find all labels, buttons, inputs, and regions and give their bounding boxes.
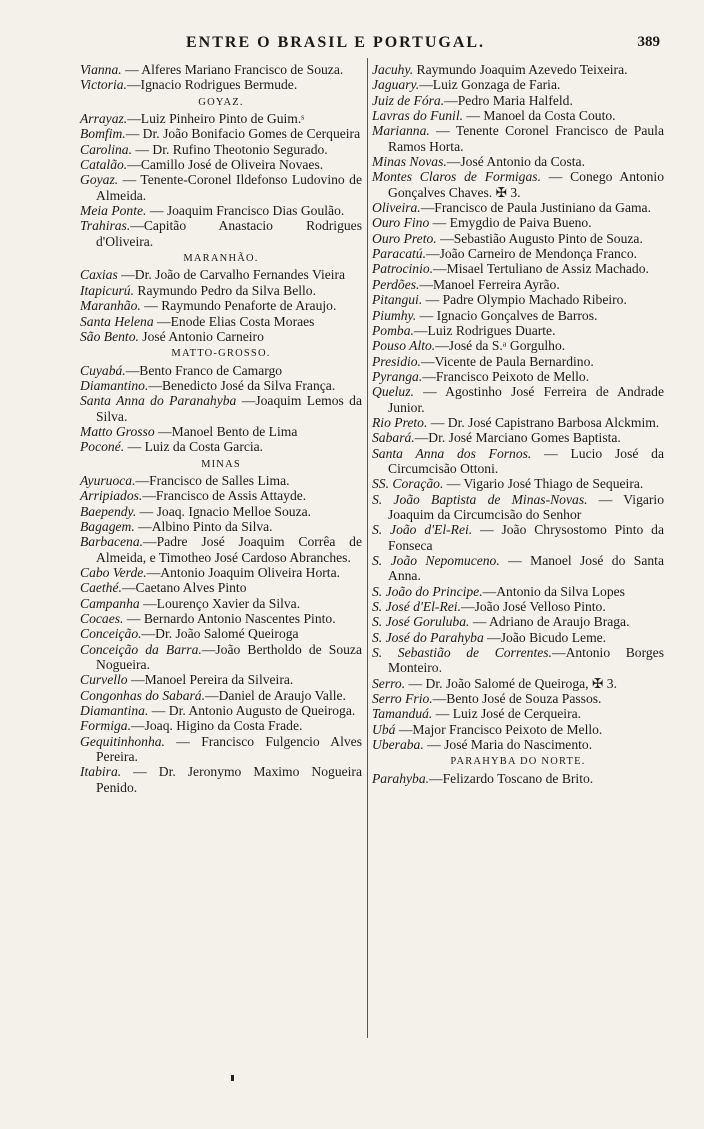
place-name: Pomba. [372,322,414,338]
place-name: S. João Nepomuceno. [372,553,500,568]
agent-name: —Joaq. Higino da Costa Frade. [130,718,303,734]
list-item [80,703,362,718]
place-name: Marianna. [372,123,430,139]
agent-name: —Joaquim Lemos da Silva. [96,393,362,424]
page-number: 389 [637,34,660,50]
place-name: São Bento. [80,328,139,344]
place-name: S. José d'El-Rei. [372,599,461,615]
agent-name: — Francisco Fulgencio Alves Pereira. [96,733,362,765]
agent-name: — Dr. Antonio Augusto de Queiroga. [148,703,356,719]
place-name: Catalão. [80,157,128,173]
agent-name: —Francisco de Paula Justiniano da Gama. [420,200,651,216]
list-item [80,298,362,313]
place-name: Paracatú. [372,246,426,262]
list-item [80,734,362,765]
list-item [372,246,664,261]
agent-name: —José da S.ᵃ Gorgulho. [435,338,566,354]
place-name: Formiga. [80,718,131,734]
place-name: Cabo Verde. [80,565,147,580]
list-item [372,430,664,445]
place-name: Meia Ponte. [80,203,147,219]
agent-name: —Dr. João de Carvalho Fernandes Vieira [117,267,346,283]
place-name: Conceição da Barra. [80,641,202,657]
list-item [80,596,362,611]
list-item [372,261,664,276]
list-item [80,283,362,298]
agent-name: —Francisco de Salles Lima. [135,472,290,488]
list-item [372,169,664,200]
place-name: Juiz de Fóra. [372,92,445,108]
list-item [372,446,664,477]
agent-name: — Vigario Joaquim da Circumcisão do Senhor [388,491,664,522]
list-item [372,599,664,614]
agent-name: —Vicente de Paula Bernardino. [420,353,594,369]
place-name: Victoria. [80,77,127,93]
page-title: ENTRE O BRASIL E PORTUGAL. [186,34,486,51]
place-name: Santa Anna dos Fornos. [372,445,532,461]
place-name: S. Sebastião de Correntes. [372,645,552,661]
list-item [80,504,362,519]
list-item [372,354,664,369]
place-name: Serro Frio. [372,691,433,707]
list-item [372,231,664,246]
list-item [372,123,664,154]
place-name: Carolina. [80,141,132,157]
agent-name: —Antonio da Silva Lopes [482,583,625,599]
place-name: Santa Helena [80,313,154,329]
place-name: Presidio. [372,353,421,369]
place-name: Barbacena. [80,534,144,550]
agent-name: —Manoel Ferreira Ayrão. [419,276,560,292]
running-header [60,34,660,56]
list-item [80,642,362,673]
place-name: Arripiados. [80,488,143,504]
list-item [80,203,362,218]
place-name: Queluz. [372,384,414,400]
list-item [80,424,362,439]
list-item [80,172,362,203]
place-name: Oliveira. [372,200,421,216]
list-item [80,62,362,77]
agent-name: — Joaq. Ignacio Melloe Souza. [136,503,312,519]
agent-name: — Dr. João Bonifacio Gomes de Cerqueira [125,126,361,142]
place-name: Ayuruoca. [80,472,136,488]
place-name: Vianna. [80,62,122,77]
place-name: Diamantina. [80,703,149,719]
list-item [372,62,664,77]
agent-name: —João Bicudo Leme. [483,629,607,645]
agent-name: —Major Francisco Peixoto de Mello. [395,721,603,737]
place-name: Perdões. [372,276,420,292]
agent-name: —Bento José de Souza Passos. [432,691,602,707]
place-name: Pyranga. [372,368,423,384]
agent-name: —Lourenço Xavier da Silva. [139,595,301,611]
agent-name: — Bernardo Antonio Nascentes Pinto. [123,611,336,627]
agent-name: —João Carneiro de Mendonça Franco. [426,246,638,262]
place-name: Tamanduá. [372,706,433,722]
place-name: Ouro Fino [372,215,430,231]
agent-name: —João Bertholdo de Souza Nogueira. [96,641,362,673]
agent-name: — Raymundo Penaforte de Araujo. [140,298,337,314]
section-heading: PARAHYBA DO NORTE. [450,756,586,768]
list-item [372,645,664,676]
place-name: S. João Baptista de Minas-Novas. [372,491,588,507]
list-item [80,329,362,344]
place-name: Matto Grosso [80,423,155,439]
agent-name: —Ignacio Rodrigues Bermude. [126,77,298,93]
agent-name: — Dr. João Salomé de Queiroga, ✠ 3. [405,675,617,691]
place-name: Congonhas do Sabará. [80,687,205,703]
place-name: Bomfim. [80,126,126,142]
place-name: Jacuhy. [372,62,414,77]
list-item [372,614,664,629]
place-name: Piumhy. [372,307,417,323]
agent-name: —José Antonio da Costa. [446,154,585,170]
list-item [80,488,362,503]
place-name: Santa Anna do Paranahyba [80,393,237,409]
list-item [372,323,664,338]
agent-name: —Caetano Alves Pinto [121,580,247,596]
agent-name: — Luiz José de Cerqueira. [432,706,582,722]
list-item [80,314,362,329]
agent-name: —Manoel Pereira da Silveira. [127,672,294,688]
place-name: Caethé. [80,580,122,596]
list-item [80,142,362,157]
list-item [80,157,362,172]
agent-name: — Tenente-Coronel Ildefonso Ludovino de Almeida. [96,172,362,203]
place-name: S. João d'El-Rei. [372,522,473,538]
list-item [372,522,664,553]
agent-name: —Daniel de Araujo Valle. [205,687,346,703]
list-item [372,476,664,491]
right-column [372,62,664,786]
place-name: Itapicurú. [80,282,134,298]
place-name: Rio Preto. [372,414,428,430]
agent-name: — Lucio José da Circumcisão Ottoni. [388,445,665,476]
agent-name: —Benedicto José da Silva França. [148,377,336,393]
left-column [80,62,362,795]
list-item [80,267,362,282]
ink-mark [231,1075,234,1081]
place-name: SS. Coração. [372,476,444,492]
list-item [372,384,664,415]
agent-name: —Luiz Gonzaga de Faria. [419,77,561,93]
agent-name: —Felizardo Toscano de Brito. [429,770,594,786]
agent-name: —Antonio Joaquim Oliveira Horta. [146,565,341,580]
place-name: Conceição. [80,626,142,642]
list-item [80,439,362,454]
list-item [372,737,664,752]
list-item [372,584,664,599]
list-item [372,215,664,230]
agent-name: —Luiz Rodrigues Duarte. [413,322,556,338]
place-name: Goyaz. [80,172,119,188]
list-item [80,218,362,249]
section-heading: MARANHÃO. [183,253,259,265]
agent-name: — Adriano de Araujo Braga. [469,614,630,630]
agent-name: — Dr. José Capistrano Barbosa Alckmim. [427,414,660,430]
agent-name: —Dr. José Marciano Gomes Baptista. [414,430,621,446]
place-name: Jaguary. [372,77,420,93]
place-name: Uberaba. [372,737,424,753]
agent-name: — Conego Antonio Gonçalves Chaves. ✠ 3. [388,169,664,200]
place-name: S. José do Parahyba [372,629,484,645]
list-item [372,338,664,353]
place-name: Patrocinio. [372,261,434,277]
place-name: Minas Novas. [372,154,447,170]
place-name: S. José Goruluba. [372,614,470,630]
list-item [80,393,362,424]
agent-name: — Dr. Jeronymo Maximo Nogueira Penido. [96,764,362,795]
place-name: Pouso Alto. [372,338,436,354]
list-item [372,706,664,721]
list-item [80,626,362,641]
agent-name: — Alferes Mariano Francisco de Souza. [121,62,344,77]
list-item [80,580,362,595]
agent-name: —João José Velloso Pinto. [460,599,606,615]
agent-name: —Antonio Borges Monteiro. [388,645,664,676]
list-item [80,764,362,795]
list-item [372,492,664,523]
place-name: Ouro Preto. [372,230,437,246]
list-item [372,108,664,123]
agent-name: — Agostinho José Ferreira de Andrade Junior. [388,384,664,415]
list-item [372,676,664,691]
place-name: Gequitinhonha. [80,733,165,749]
agent-name: — Dr. Rufino Theotonio Segurado. [132,141,328,157]
place-name: Sabará. [372,430,415,446]
list-item [80,718,362,733]
place-name: Lavras do Funil. [372,108,464,124]
agent-name: —Luiz Pinheiro Pinto de Guim.ˢ [127,111,305,127]
place-name: Ubá [372,721,396,737]
list-item [372,200,664,215]
list-item [80,565,362,580]
place-name: Maranhão. [80,298,141,314]
agent-name: — Vigario José Thiago de Sequeira. [443,476,644,492]
list-item [80,534,362,565]
list-item [372,369,664,384]
agent-name: — Manoel José do Santa Anna. [388,553,664,584]
list-item [372,308,664,323]
list-item [80,363,362,378]
agent-name: —Enode Elias Costa Moraes [153,313,315,329]
list-item [372,277,664,292]
place-name: Itabira. [80,764,122,780]
place-name: Parahyba. [372,770,430,786]
list-item [80,688,362,703]
place-name: Cocaes. [80,611,124,627]
agent-name: — Manoel da Costa Couto. [463,108,616,124]
place-name: S. João do Principe. [372,583,483,599]
list-item [80,378,362,393]
place-name: Campanha [80,595,140,611]
list-item [80,672,362,687]
place-name: Caxias [80,267,118,283]
list-item [80,77,362,92]
list-item [372,77,664,92]
list-item [372,722,664,737]
place-name: Curvello [80,672,128,688]
list-item [80,126,362,141]
list-item [80,611,362,626]
place-name: Bagagem. [80,518,135,534]
agent-name: —Camillo José de Oliveira Novaes. [127,157,324,173]
place-name: Montes Claros de Formigas. [372,169,541,185]
list-item [372,154,664,169]
list-item [372,771,664,786]
list-item [80,519,362,534]
agent-name: — Padre Olympio Machado Ribeiro. [422,292,627,308]
list-item [372,553,664,584]
agent-name: —Albino Pinto da Silva. [134,518,273,534]
place-name: Trahiras. [80,218,131,234]
agent-name: — Luiz da Costa Garcia. [124,439,264,455]
place-name: Diamantino. [80,377,149,393]
agent-name: — Joaquim Francisco Dias Goulão. [146,203,345,219]
list-item [80,111,362,126]
agent-name: —Padre José Joaquim Corrêa de Almeida, e Timotheo José Cardoso Abranches. [96,534,362,565]
agent-name: —Pedro Maria Halfeld. [444,92,573,108]
agent-name: — João Chrysostomo Pinto da Fonseca [388,522,664,553]
place-name: Baependy. [80,503,137,519]
agent-name: José Antonio Carneiro [138,328,264,344]
place-name: Poconé. [80,439,125,455]
agent-name: —Francisco de Assis Attayde. [142,488,307,504]
agent-name: — Emygdio de Paiva Bueno. [429,215,592,231]
list-item [372,93,664,108]
place-name: Arrayaz. [80,111,128,127]
list-item [372,630,664,645]
section-heading: MINAS [201,458,241,470]
agent-name: Raymundo Joaquim Azevedo Teixeira. [413,62,628,77]
list-item [80,473,362,488]
agent-name: —Dr. João Salomé Queiroga [141,626,299,642]
agent-name: —Manoel Bento de Lima [154,423,298,439]
list-item [372,415,664,430]
column-divider [367,58,368,1038]
agent-name: —Bento Franco de Camargo [125,362,283,378]
section-heading: GOYAZ. [198,96,244,108]
agent-name: — Ignacio Gonçalves de Barros. [416,307,598,323]
agent-name: —Misael Tertuliano de Assiz Machado. [433,261,649,277]
list-item [372,292,664,307]
agent-name: — José Maria do Nascimento. [423,737,593,753]
agent-name: Raymundo Pedro da Silva Bello. [134,282,316,298]
place-name: Pitangui. [372,292,423,308]
section-heading: MATTO-GROSSO. [171,348,271,360]
agent-name: —Capitão Anastacio Rodrigues d'Oliveira. [96,218,362,249]
place-name: Cuyabá. [80,362,126,378]
agent-name: — Tenente Coronel Francisco de Paula Ramos Horta. [388,123,664,154]
place-name: Serro. [372,675,406,691]
list-item [372,691,664,706]
agent-name: —Sebastião Augusto Pinto de Souza. [436,230,643,246]
agent-name: —Francisco Peixoto de Mello. [422,368,590,384]
